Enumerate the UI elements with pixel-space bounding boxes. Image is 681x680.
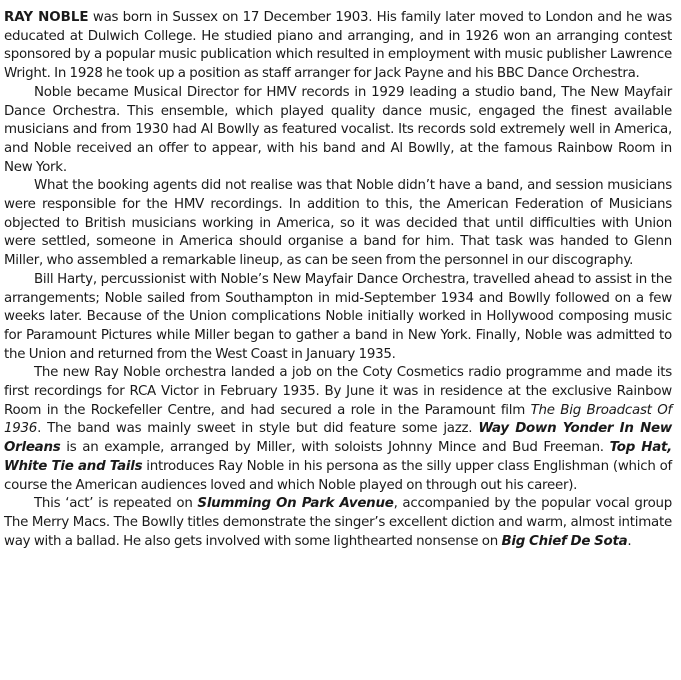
paragraph-early-life — [4, 9, 672, 84]
paragraph-text: Bill Harty, percussionist with Noble’s New Mayfair Dance Orchestra, travelled ahead to assist in the arrangements; Noble sailed from Southampton in mid-September 1934 and Bowlly followed on a few weeks later. Because of the Union complications Noble initially worked in Hollywood composing music for Paramount Pictures while Miller began to gather a band in New York. Finally, Noble was admitted to the Union and returned from the West Coast in January 1935. — [4, 271, 672, 362]
paragraph-text: What the booking agents did not realise was that Noble didn’t have a band, and session musicians were responsible for the HMV recordings. In addition to this, the American Federation of Musicians objected to British musicians working in America, so it was decided that until difficulties with Union were settled, someone in America should organise a band for him. That task was handed to Glenn Miller, who assembled a remarkable lineup, as can be seen from the personnel in our discography. — [4, 178, 672, 269]
film-title: The Big Broadcast Of 1936 — [4, 402, 672, 437]
paragraph-text: Noble became Musical Director for HMV records in 1929 leading a studio band, The New Mayfair Dance Orchestra. This ensemble, which played quality dance music, engaged the finest available musicians and from 1930 had Al Bowlly as featured vocalist. Its records sold extremely well in America, and Noble received an offer to appear, with his band and Al Bowlly, at the famous Rainbow Room in New York. — [4, 84, 672, 175]
song-title: Slumming On Park Avenue — [197, 496, 394, 512]
paragraph-text: introduces Ray Noble in his persona as the silly upper class Englishman (which of course the American audiences loved and which Noble played on through out his career). — [4, 458, 672, 493]
paragraph-text: , accompanied by the popular vocal group The Merry Macs. The Bowlly titles demonstrate the singer’s excellent diction and warm, almost intimate way with a ballad. He also gets involved with some lighthearted nonsense on — [4, 496, 672, 549]
paragraph-text: was born in Sussex on 17 December 1903. His family later moved to London and he was educated at Dulwich College. He studied piano and arranging, and in 1926 won an arranging contest sponsored by a popular music publication which resulted in employment with music publisher Lawrence Wright. In 1928 he took up a position as staff arranger for Jack Payne and his BBC Dance Orchestra. — [4, 10, 672, 82]
paragraph-text: The new Ray Noble orchestra landed a job on the Coty Cosmetics radio programme and made its first recordings for RCA Victor in February 1935. By June it was in residence at the exclusive Rainbow Room in the Rockefeller Centre, and had secured a role in the Paramount film — [4, 365, 672, 418]
artist-name: RAY NOBLE — [4, 10, 89, 25]
paragraph-text: This ‘act’ is repeated on — [34, 496, 198, 512]
paragraph-arrival-america — [4, 271, 672, 365]
paragraph-union-issues — [4, 177, 672, 271]
paragraph-new-orchestra — [4, 364, 672, 495]
paragraph-hmv-years — [4, 84, 672, 178]
paragraph-text: . — [627, 533, 632, 549]
song-title: Top Hat, White Tie and Tails — [4, 440, 672, 474]
song-title: Big Chief De Sota — [501, 533, 628, 549]
song-title: Way Down Yonder In New Orleans — [4, 421, 673, 456]
paragraph-text: . The band was mainly sweet in style but did feature some jazz. — [37, 421, 479, 437]
paragraph-text: is an example, arranged by Miller, with soloists Johnny Mince and Bud Freeman. — [60, 440, 610, 456]
paragraph-recordings — [4, 495, 672, 551]
biography-text — [4, 9, 672, 551]
